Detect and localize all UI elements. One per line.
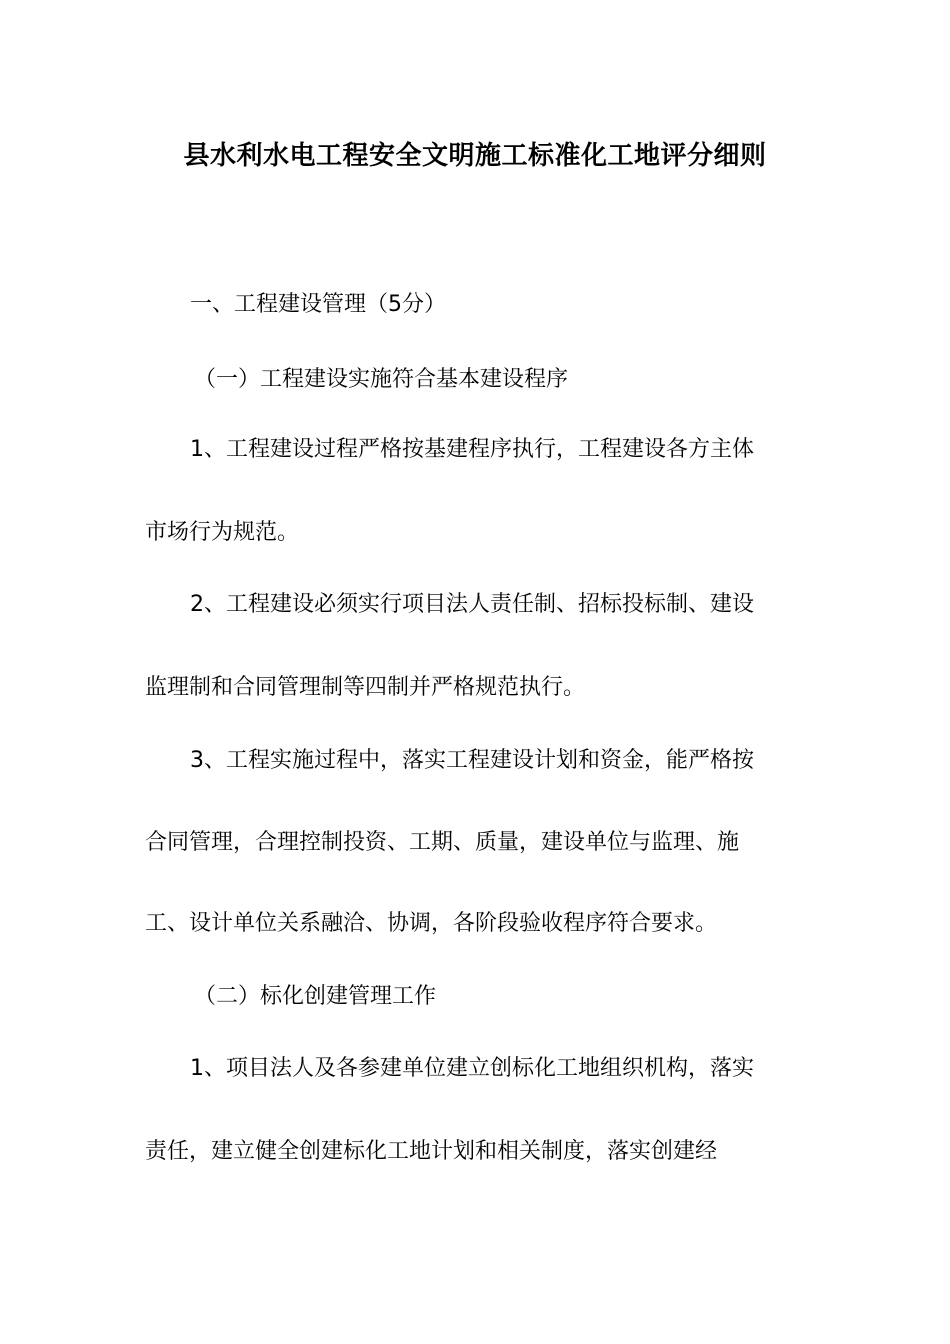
paragraph-line: 3、工程实施过程中，落实工程建设计划和资金，能严格按 xyxy=(190,748,754,773)
subsection-heading: （一）工程建设实施符合基本建设程序 xyxy=(194,367,569,392)
subsection-heading: （二）标化创建管理工作 xyxy=(194,984,437,1009)
paragraph-line: 2、工程建设必须实行项目法人责任制、招标投标制、建设 xyxy=(190,592,754,617)
paragraph-line: 合同管理，合理控制投资、工期、质量，建设单位与监理、施 xyxy=(145,830,740,855)
paragraph-line: 责任，建立健全创建标化工地计划和相关制度，落实创建经 xyxy=(145,1139,718,1164)
paragraph-line: 监理制和合同管理制等四制并严格规范执行。 xyxy=(145,675,586,700)
section-heading: 一、工程建设管理（5分） xyxy=(190,292,446,317)
paragraph-line: 1、项目法人及各参建单位建立创标化工地组织机构，落实 xyxy=(190,1056,754,1081)
paragraph-line: 市场行为规范。 xyxy=(145,520,300,545)
document-title: 县水利水电工程安全文明施工标准化工地评分细则 xyxy=(183,141,767,171)
paragraph-line: 1、工程建设过程严格按基建程序执行，工程建设各方主体 xyxy=(190,437,754,462)
paragraph-line: 工、设计单位关系融洽、协调，各阶段验收程序符合要求。 xyxy=(145,911,718,936)
